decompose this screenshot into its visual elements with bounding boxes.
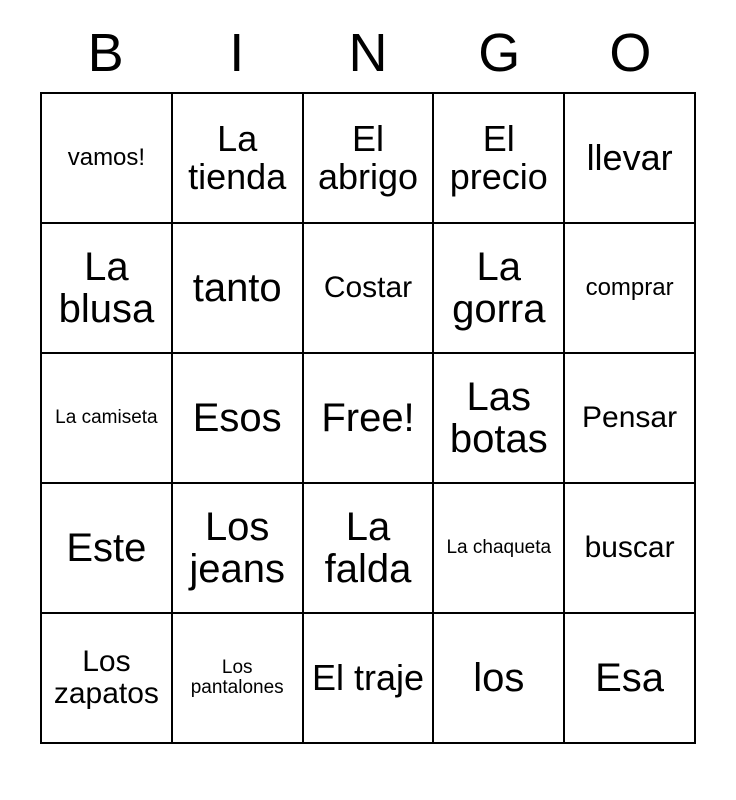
bingo-cell[interactable] xyxy=(565,484,696,614)
bingo-cell[interactable] xyxy=(42,94,173,224)
bingo-row xyxy=(42,614,696,744)
bingo-cell-label: Pensar xyxy=(582,401,678,435)
bingo-header-letter-b: B xyxy=(87,23,124,83)
bingo-cell[interactable] xyxy=(42,614,173,744)
bingo-cell-label: El traje xyxy=(311,656,425,698)
bingo-cell[interactable] xyxy=(173,354,304,484)
bingo-cell-label: Los zapatos xyxy=(53,645,159,710)
bingo-cell-label: llevar xyxy=(586,136,673,178)
bingo-cell-free[interactable] xyxy=(304,354,435,484)
bingo-grid xyxy=(40,92,696,744)
bingo-row xyxy=(42,484,696,614)
bingo-cell-label: El abrigo xyxy=(317,117,419,197)
bingo-header-letter-g: G xyxy=(478,23,521,83)
bingo-cell[interactable] xyxy=(565,354,696,484)
bingo-cell[interactable] xyxy=(304,614,435,744)
bingo-cell[interactable] xyxy=(565,94,696,224)
bingo-cell[interactable] xyxy=(42,484,173,614)
bingo-cell-label: La gorra xyxy=(452,244,546,331)
bingo-cell-label: Las botas xyxy=(449,374,548,461)
bingo-header-letter-o: O xyxy=(609,23,652,83)
bingo-header-letter-n: N xyxy=(348,23,388,83)
bingo-cell-label: tanto xyxy=(192,265,282,310)
bingo-cell[interactable] xyxy=(173,484,304,614)
bingo-cell-label: vamos! xyxy=(67,144,146,172)
bingo-cell-label: Los pantalones xyxy=(190,656,284,698)
bingo-row xyxy=(42,94,696,224)
bingo-cell[interactable] xyxy=(434,94,565,224)
bingo-cell-label: buscar xyxy=(584,531,675,565)
bingo-cell[interactable] xyxy=(304,94,435,224)
bingo-cell[interactable] xyxy=(304,484,435,614)
bingo-row xyxy=(42,354,696,484)
bingo-cell[interactable] xyxy=(304,224,435,354)
bingo-cell-label: Esos xyxy=(192,395,282,440)
bingo-cell-label: los xyxy=(473,655,525,700)
bingo-cell[interactable] xyxy=(173,94,304,224)
bingo-cell[interactable] xyxy=(42,224,173,354)
bingo-cell-label: Esa xyxy=(595,655,665,700)
bingo-cell-label: Este xyxy=(66,525,147,570)
bingo-cell[interactable] xyxy=(434,484,565,614)
bingo-cell-label: La chaqueta xyxy=(446,536,552,558)
bingo-cell-label: La camiseta xyxy=(55,406,158,428)
bingo-cell[interactable] xyxy=(42,354,173,484)
bingo-cell-label: La falda xyxy=(324,504,412,591)
bingo-cell[interactable] xyxy=(434,224,565,354)
bingo-header xyxy=(40,14,696,92)
bingo-cell[interactable] xyxy=(565,614,696,744)
bingo-cell-label: Los jeans xyxy=(189,504,285,591)
bingo-cell[interactable] xyxy=(565,224,696,354)
bingo-cell[interactable] xyxy=(434,614,565,744)
bingo-cell-label: El precio xyxy=(449,117,548,197)
bingo-header-letter-i: I xyxy=(229,23,245,83)
bingo-cell-label: La tienda xyxy=(188,117,287,197)
bingo-cell-label: Free! xyxy=(321,395,415,440)
bingo-row xyxy=(42,224,696,354)
bingo-cell[interactable] xyxy=(434,354,565,484)
bingo-cell[interactable] xyxy=(173,614,304,744)
bingo-cell-label: comprar xyxy=(585,274,674,302)
bingo-cell[interactable] xyxy=(173,224,304,354)
bingo-cell-label: Costar xyxy=(323,271,413,305)
bingo-cell-label: La blusa xyxy=(58,244,155,331)
